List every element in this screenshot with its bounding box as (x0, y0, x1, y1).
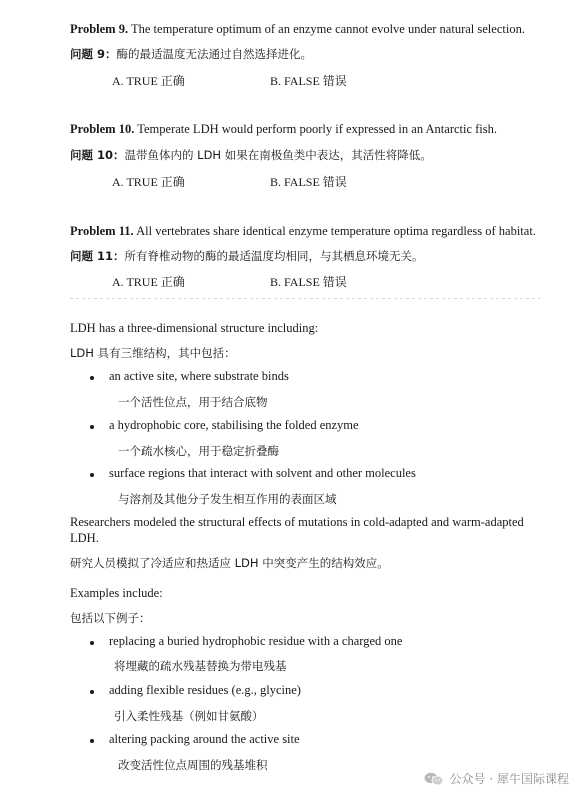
watermark (424, 770, 569, 787)
problem-10-zh-text: 温带鱼体内的 LDH 如果在南极鱼类中表达，其活性将降低。 (124, 148, 432, 162)
problem-11-statement (70, 224, 536, 239)
ldh-bullet-2-zh: 一个疏水核心，用于稳定折叠酶 (118, 444, 279, 458)
problem-9-zh-text: 酶的最适温度无法通过自然选择进化。 (116, 47, 313, 61)
bullet-dot (90, 641, 94, 645)
problem-11-text: All vertebrates share identical enzyme temperature optima regardless of habitat. (133, 224, 536, 238)
problem-10-text: Temperate LDH would perform poorly if expressed in an Antarctic fish. (134, 122, 498, 136)
examples-intro-zh: 包括以下例子： (70, 611, 151, 625)
research-text-zh: 研究人员模拟了冷适应和热适应 LDH 中突变产生的结构效应。 (70, 556, 389, 570)
ldh-bullet-3-zh: 与溶剂及其他分子发生相互作用的表面区域 (118, 492, 337, 506)
problem-10-zh-label: 问题 10： (70, 148, 125, 162)
research-text-line-1: Researchers modeled the structural effects of mutations in cold-adapted and warm-adapted (70, 515, 524, 529)
example-3-en: altering packing around the active site (109, 732, 300, 746)
problem-9-statement (70, 22, 525, 37)
problem-11-option-a[interactable]: A. TRUE 正确 (112, 275, 185, 289)
problem-10-option-b[interactable]: B. FALSE 错误 (270, 175, 347, 189)
problem-11-label: Problem 11. (70, 224, 134, 238)
bullet-dot (90, 473, 94, 477)
scan-artifact-divider (70, 298, 540, 299)
bullet-dot (90, 425, 94, 429)
problem-9-option-a[interactable]: A. TRUE 正确 (112, 74, 185, 88)
problem-9-zh-label: 问题 9： (70, 47, 117, 61)
problem-9-label: Problem 9. (70, 22, 129, 36)
example-3-zh: 改变活性位点周围的残基堆积 (118, 758, 268, 772)
bullet-dot (90, 690, 94, 694)
research-text-line-2: LDH. (70, 531, 99, 545)
bullet-dot (90, 376, 94, 380)
ldh-intro-en: LDH has a three-dimensional structure including: (70, 321, 319, 335)
watermark-text: 公众号 · 犀牛国际课程 (449, 772, 569, 786)
ldh-intro-zh: LDH 具有三维结构，其中包括： (70, 346, 236, 360)
problem-10-label: Problem 10. (70, 122, 135, 136)
example-2-zh: 引入柔性残基（例如甘氨酸） (114, 709, 264, 723)
problem-10-translation (70, 147, 432, 163)
problem-11-zh-text: 所有脊椎动物的酶的最适温度均相同，与其栖息环境无关。 (124, 249, 424, 263)
problem-9-translation (70, 46, 312, 62)
bullet-dot (90, 739, 94, 743)
ldh-bullet-1-en: an active site, where substrate binds (109, 369, 289, 383)
ldh-bullet-3-en: surface regions that interact with solvent and other molecules (109, 466, 416, 480)
example-1-zh: 将埋藏的疏水残基替换为带电残基 (114, 659, 287, 673)
examples-intro-en: Examples include: (70, 586, 163, 600)
problem-11-translation (70, 248, 424, 264)
ldh-bullet-2-en: a hydrophobic core, stabilising the folded enzyme (109, 418, 359, 432)
problem-11-zh-label: 问题 11： (70, 249, 125, 263)
problem-9-text: The temperature optimum of an enzyme cannot evolve under natural selection. (128, 22, 525, 36)
ldh-bullet-1-zh: 一个活性位点，用于结合底物 (118, 395, 268, 409)
problem-10-statement (70, 122, 497, 137)
problem-11-option-b[interactable]: B. FALSE 错误 (270, 275, 347, 289)
example-1-en: replacing a buried hydrophobic residue with a charged one (109, 634, 403, 648)
problem-10-option-a[interactable]: A. TRUE 正确 (112, 175, 185, 189)
wechat-icon (424, 772, 444, 786)
problem-9-option-b[interactable]: B. FALSE 错误 (270, 74, 347, 88)
example-2-en: adding flexible residues (e.g., glycine) (109, 683, 301, 697)
